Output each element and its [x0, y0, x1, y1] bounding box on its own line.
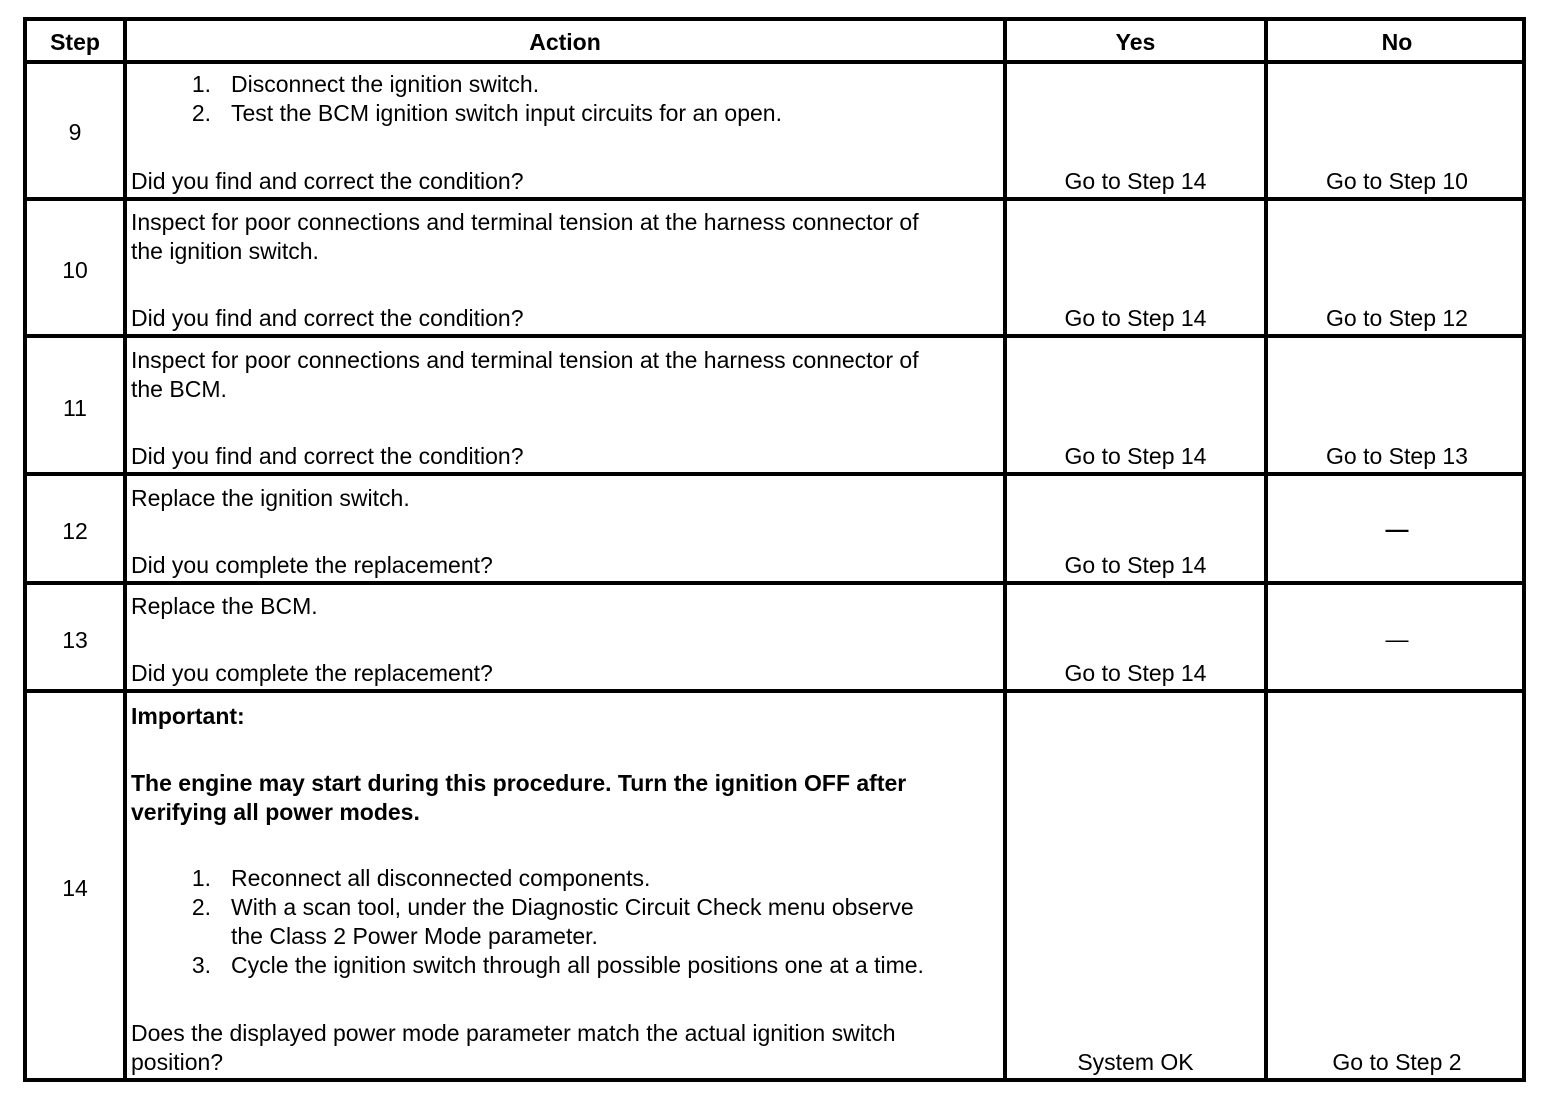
no-result: Go to Step 12: [1326, 305, 1468, 331]
list-number: 1.: [191, 71, 211, 97]
column-divider: [123, 21, 127, 1078]
list-number: 2.: [191, 100, 211, 126]
yes-result: System OK: [1077, 1049, 1194, 1075]
action-list: [181, 70, 981, 140]
yes-result: Go to Step 14: [1064, 552, 1207, 578]
no-result-dash: —: [1385, 516, 1409, 542]
row-divider: [27, 334, 1522, 338]
row-divider: [27, 60, 1522, 64]
yes-result: Go to Step 14: [1064, 168, 1207, 194]
important-label: Important:: [131, 703, 245, 729]
step-number: 11: [63, 395, 87, 421]
header-yes: Yes: [1115, 29, 1156, 55]
yes-result: Go to Step 14: [1064, 305, 1207, 331]
list-item: With a scan tool, under the Diagnostic Circuit Check menu observe the Class 2 Power Mode parameter.: [231, 894, 914, 949]
important-note: verifying all power modes.: [131, 799, 420, 825]
action-text: Inspect for poor connections and terminal tension at the harness connector of: [131, 209, 919, 235]
list-item: Disconnect the ignition switch.: [231, 71, 540, 97]
action-text: the BCM.: [131, 376, 227, 402]
step-number: 14: [62, 875, 88, 901]
action-list: [181, 864, 1001, 984]
no-result: Go to Step 2: [1332, 1049, 1462, 1075]
row-divider: [27, 689, 1522, 693]
list-number: 2.: [191, 894, 211, 920]
list-item: Cycle the ignition switch through all possible positions one at a time.: [231, 952, 924, 978]
action-text: Replace the BCM.: [131, 593, 318, 619]
row-divider: [27, 472, 1522, 476]
header-action: Action: [529, 29, 601, 55]
row-divider: [27, 197, 1522, 201]
action-text: the ignition switch.: [131, 238, 319, 264]
action-question: Did you find and correct the condition?: [131, 443, 524, 469]
yes-result: Go to Step 14: [1064, 443, 1207, 469]
action-question: Did you find and correct the condition?: [131, 305, 524, 331]
diagnostic-table: [23, 17, 1526, 1082]
step-number: 10: [62, 257, 88, 283]
action-text: Replace the ignition switch.: [131, 485, 410, 511]
yes-result: Go to Step 14: [1064, 660, 1207, 686]
action-question: Did you complete the replacement?: [131, 552, 493, 578]
action-question: Does the displayed power mode parameter match the actual ignition switch: [131, 1020, 896, 1046]
list-item: Reconnect all disconnected components.: [231, 865, 651, 891]
list-item: Test the BCM ignition switch input circuits for an open.: [231, 100, 782, 126]
action-question: Did you complete the replacement?: [131, 660, 493, 686]
header-step: Step: [50, 29, 100, 55]
important-note: The engine may start during this procedure. Turn the ignition OFF after: [131, 770, 907, 796]
step-number: 12: [62, 518, 88, 544]
no-result-dash: —: [1385, 626, 1409, 652]
list-number: 1.: [191, 865, 211, 891]
action-text: Inspect for poor connections and terminal tension at the harness connector of: [131, 347, 919, 373]
header-no: No: [1381, 29, 1413, 55]
step-number: 13: [62, 627, 88, 653]
no-result: Go to Step 10: [1326, 168, 1468, 194]
action-question: position?: [131, 1049, 224, 1075]
action-question: Did you find and correct the condition?: [131, 168, 524, 194]
no-result: Go to Step 13: [1326, 443, 1468, 469]
row-divider: [27, 581, 1522, 585]
list-number: 3.: [191, 952, 211, 978]
step-number: 9: [68, 119, 82, 145]
